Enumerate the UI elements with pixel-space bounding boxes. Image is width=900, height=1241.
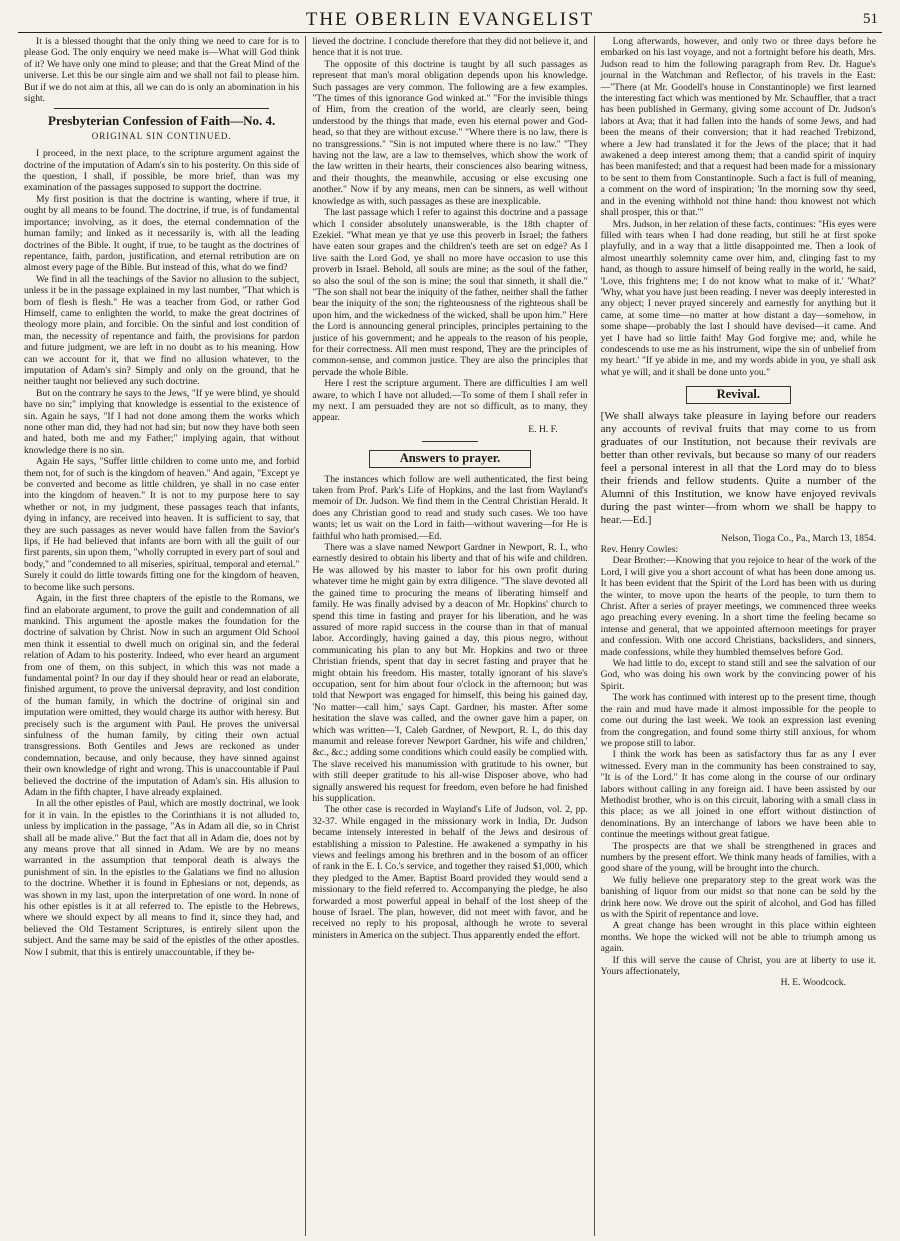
paragraph: I think the work has been as satisfactory thus far as any I ever witnessed. Every man in the community has been constrained to say, "It is of the Lord." It has come along in the course of our ordinary labors without calling in any foreign aid. I have been assisted by our Methodist brother, who is on this circuit, laboring with a small class in this place; as we all joined in one effort without distinction of denominations. By an interchange of labors we have been able to continue the meetings without great fatigue. (600, 749, 876, 841)
paragraph: The work has continued with interest up to the present time, though the rain and mud have made it almost impossible for the people to come out during the last week. We took an expression last evening from the congregation, and found some thirty still anxious, for whom we propose still to labor. (600, 692, 876, 749)
paragraph: In all the other epistles of Paul, which are mostly doctrinal, we look for it in vain. In the epistles to the Corinthians it is not alluded to, unless by implication in the passage, "As in Adam all die, so in Christ shall all be made alive." But the fact that all in Adam die, does not by any means prove that all sinned in Adam. We are by no means warranted in the assumption that temporal death is always the punishment of sin. In the epistles to the Galatians we find no allusion to the doctrine. Whether it is found in Ephesians or not, depends, as was shown in my last, upon the interpretation of one word. In none of his other epistles is it at all referred to. The epistle to the Hebrews, where we should expect by all means to find it, since they had, and believed the Old Testament Scriptures, is entirely silent upon the subject. And the same may be said of the epistles of the other apostles. Now I submit, that this is entirely unaccountable, if they be- (24, 798, 300, 958)
intro-section (24, 36, 299, 104)
paragraph: We find in all the teachings of the Savior no allusion to the subject, unless it be in the passage explained in my last number, "That which is born of flesh is flesh." He was a teacher from God, or rather God Himself, came to enlighten the world, to make the great doctrines of theology more plain, and forcible. On the sinful and lost condition of man, the necessity of repentance and faith, the provisions for pardon and future judgment, we are left in no doubt as to his meaning. How can we account for it, that we find no allusion whatever, to the imputation of Adam's sin? Simply and only on the ground, that he neither taught nor believed any such doctrine. (24, 273, 300, 388)
paragraph: I proceed, in the next place, to the scripture argument against the doctrine of the imputation of Adam's sin to his posterity. On this side of the question, I shall, if possible, be more brief, than was my examination of the passages supposed to support the doctrine. (24, 148, 300, 194)
paragraph: Here I rest the scripture argument. There are difficulties I am well aware, to which I have not alluded.—To some of them I shall refer in my next. I am persuaded they are not so difficult, as to many, they appear. (312, 378, 588, 424)
paragraph: But on the contrary he says to the Jews, "If ye were blind, ye should have no sin;" implying that knowledge is essential to the existence of sin. Again he says, "If I had not done among them the works which none other man did, they had not had sin; but now they have both seen and hated, both me and my Father;" implying again, that without knowledge there is no sin. (24, 387, 300, 456)
column-3 (595, 36, 882, 1236)
divider (54, 108, 269, 109)
newspaper-title: THE OBERLIN EVANGELIST (305, 9, 595, 30)
paragraph: Mrs. Judson, in her relation of these facts, continues: "His eyes were filled with tears when I had done reading, but still he at first spoke playfully, and in a way that a little disappointed me. Then a look of almost unearthly solemnity came over him, and, clinging fast to my hand, as though to assure himself of being really in the world, he said, 'Love, this frightens me; I do not know what to make of it.' 'What?' 'Why, what you have just been reading. I never was deeply interested in any object; I never prayed sincerely and earnestly for anything but it came, at some time—no matter at how distant a day—somehow, in some shape—probably the last I should have devised—it came. And yet I have had so little faith! May God forgive me; and, while he condescends to use me as his instrument, wipe the sin of unbelief from my heart.' "If ye abide in me, and my words abide in you, ye shall ask what ye will, and it shall be done unto you." (600, 218, 876, 378)
article-title-box (601, 386, 876, 403)
masthead (18, 6, 882, 33)
editor-note: [We shall always take pleasure in laying before our readers any accounts of revival fruits that may come to us from graduates of our Institution, not because their revivals are better than other revivals, but because so many of our readers feel a personal interest in all that the Lord may do to bless their friends and fellow students. Quite a number of the Alumni of this Institution, we know have enjoyed revivals during the past winter—from whom we shall be happy to hear.—Ed.] (600, 409, 876, 526)
article-title: Presbyterian Confession of Faith—No. 4. (48, 113, 276, 129)
paragraph: A great change has been wrought in this place within eighteen months. We hope the wicked will not be able to triumph among us again. (600, 920, 876, 955)
paragraph: The opposite of this doctrine is taught by all such passages as represent that man's moral obligation depends upon his knowledge. Such passages are very common. The following are a few examples. "The times of this ignorance God winked at." "For the invisible things of Him, from the creation of the world, are clearly seen, being understood by the things that made, even his eternal power and God-head, so that they are without excuse." "Where there is no law, there is no transgressions." "Sin is not imputed where there is no law." "They having not the law, are a law to themselves, which show the work of the law written in their hearts, their consciences also bearing witness, and their thoughts, the meanwhile, accusing or else excusing one another." Now if by any means, men can be sinners, as well without knowledge as with, such passages as these are inexplicable. (312, 58, 588, 207)
divider (422, 441, 477, 442)
paragraph: There was a slave named Newport Gardner in Newport, R. I., who earnestly desired to obtain his liberty and that of his wife and children. He was allowed by his master to labor for his own profit during whatever time he might gain by extra diligence. "The slave devoted all the gained time to procuring the means of liberating himself and family. He was finally advised by a deacon of Mr. Hopkins' church to spend this time in fasting and prayer for his liberation, and he was assured of more rapid success in the course than in that of manual labor. Accordingly, having gained a day, this pious negro, without communicating his plan to any but Mr. Hopkins and two or three Christian friends, spent that day in secret fasting and prayer that he might obtain his freedom. His master, totally ignorant of his slave's occupation, sent for him about four o'clock in the afternoon; but was told that Newport was engaged for himself, this being his gained day, 'No matter—call him,' says Capt. Gardner, his master. After some hesitation the slave was called, and the owner gave him a paper, on which was written—'I, Caleb Gardner, of Newport, R. I., do this day manumit and release forever Newport Gardner, his wife and children,' &c., &c.; adding some conditions which could easily be complied with. The slave received his manumission with gratitude to his owner, but with still deeper gratitude to his all-wise Disposer above, who had signally answered his request for freedom, even before he had finished his supplication. (312, 542, 588, 804)
paragraph: It is a blessed thought that the only thing we need to care for is to please God. The only enquiry we need make is—What will God think of it? We have only one mind to please; and that the Great Mind of the universe. Let this be our single aim and we shall not fail to please him. But if we do not aim at this, all we can do is only an abomination in his sight. (24, 36, 300, 105)
paragraph: Dear Brother:—Knowing that you rejoice to hear of the work of the Lord, I will give you a short account of what has been done among us. It has been evident that the Spirit of the Lord has been with us during the winter, to move upon the hearts of the people, to turn them to Christ. After a series of prayer meetings, we commenced three weeks ago preaching every evening. In a short time the feeling became so intense and general, that we appointed afternoon meetings for prayer and confession. With one accord Christians, backsliders, and sinners, made confessions, while they humbled themselves before God. (600, 555, 876, 658)
place-date: Nelson, Tioga Co., Pa., March 13, 1854. (721, 532, 876, 544)
column-1 (18, 36, 305, 1236)
paragraph: We had little to do, except to stand still and see the salvation of our God, who was doing his own work by the convincing power of his Spirit. (600, 658, 876, 692)
paragraph: The other case is recorded in Wayland's Life of Judson, vol. 2, pp. 32-37. While engaged in the missionary work in India, Dr. Judson became intensely interested in behalf of the Jews and desirous of establishing a mission to Palestine. He awakened a sympathy in his views and feelings among his brethren and in the bosom of an officer of rank in the E. I. Co.'s service, and together they raised $1,000, which they pledged to the Amer. Baptist Board provided they would send a missionary to the field referred to. Accompanying the pledge, he also forwarded a most powerful appeal in behalf of the lost sheep of the house of Israel. The plan, however, did not meet with favor, and he received no reply to his proposal, although he wrote to several ministers in America on the subject. Thus apparently ended the effort. (312, 804, 588, 941)
addressee: Rev. Henry Cowles: (600, 544, 679, 555)
article-title: Revival. (686, 386, 791, 403)
columns (18, 36, 882, 1236)
author-signature: E. H. F. (528, 423, 558, 435)
page-number: 51 (863, 11, 878, 27)
paragraph: Again, in the first three chapters of the epistle to the Romans, we find an elaborate argument, to prove the guilt and condemnation of all mankind. This argument the apostle makes the foundation for the doctrine of salvation by Christ. Now in such an argument Old School men think it essential to dwell much on original sin, and the federal relation of Adam to his posterity. Indeed, who ever heard an argument from one of them, on this subject, in which this was not made a fundamental point? In our day if they should hear or read an elaborate, finished argument, to prove the universal depravity, and lost condition of the human family, in which the doctrine of original sin and imputation were omitted, they would charge its author with heresy. But precisely such is the argument with Paul. He proves the universal sinfulness of the human family, by citing their own actual transgressions. Both Gentiles and Jews are reckoned as under condemnation, because, and only because, they have sinned against their own knowledge of right and wrong. This is unaccountable if Paul believed the doctrine of the imputation of Adam's sin. His allusion to Adam in the fifth chapter, I have already explained. (24, 593, 300, 798)
author-signature: H. E. Woodcock. (780, 977, 846, 989)
paragraph: The last passage which I refer to against this doctrine and a passage which I consider absolutely unanswerable, is the 18th chapter of Ezekiel. "What mean ye that ye use this proverb in Israel; the fathers have eaten sour grapes and the children's teeth are set on edge? As I live saith the Lord God, ye shall no more have occasion to use this proverb in Israel. Behold, all souls are mine; as the soul of the father, so also the soul of the son is mine; the soul that sinneth, it shall die." "The son shall not bear the iniquity of the father, neither shall the father bear the iniquity of the son; the righteousness of the righteous shall be upon him, and the wickedness of the wicked, shall be upon him." Here the Lord is announcing general principles, principles pertaining to the justice of his government; and he appeals to the reason of his people, for their correctness. All men must respond, They are the principles of common-sense, and common justice. They are also the principles that pervade the whole Bible. (312, 207, 588, 378)
article-title-box (312, 450, 587, 467)
paragraph: The prospects are that we shall be strengthened in graces and numbers by the present effort. We think many heads of families, with a good share of the young, will be brought into the church. (600, 840, 876, 875)
paragraph: My first position is that the doctrine is wanting, where if true, it ought by all means to be found. The doctrine, if true, is of fundamental importance; involving, as it does, the eternal condemnation of the human family; and linked as it necessarily is, with all the leading doctrines of the Bible. It ought, if true, to be taught as the doctrines of repentance, faith, pardon, justification, and eternal retribution are on almost every page of the Bible. But instead of this, what do we find? (24, 193, 300, 274)
paragraph: Again He says, "Suffer little children to come unto me, and forbid them not, for of such is the kingdom of heaven." And again, "Except ye be converted and become as little children, ye shall in no case enter into the kingdom of heaven." It is not to my purpose here to say whether or not, in my judgment, these passages teach that infants, dying in infancy, are received into heaven. It is sufficient to say, that they are such passages as never would have fallen from the Savior's lips, if He had believed that infants are born with all the guilt of our first parents, sin upon them, "wholly corrupted in every part of soul and body," and "condemned to all miseries, spiritual, temporal and eternal." Surely it could do little towards fitting one for the kingdom of heaven, to become like such persons. (24, 456, 300, 593)
column-2 (306, 36, 593, 1236)
paragraph: We fully believe one preparatory step to the great work was the banishing of liquor from our midst so that none can be sold by the drink here now. We drove out the spirit of alcohol, and God has filled us with the Spirit of repentance and love. (600, 874, 876, 920)
paragraph: lieved the doctrine. I conclude therefore that they did not believe it, and hence that it is not true. (312, 36, 588, 59)
article-subtitle: ORIGINAL SIN CONTINUED. (91, 130, 232, 141)
article-title: Answers to prayer. (369, 450, 532, 467)
paragraph: If this will serve the cause of Christ, you are at liberty to use it. Yours affectionately, (600, 954, 876, 978)
paragraph: The instances which follow are well authenticated, the first being taken from Prof. Park's Life of Hopkins, and the last from Wayland's memoir of Dr. Judson. We find them in the Central Christian Herald. It does any Christian good to read and study such cases. We too have wants; let us wait on the Lord in faith—without wavering—for He is faithful who hath promised.—Ed. (312, 473, 588, 542)
paragraph: Long afterwards, however, and only two or three days before he embarked on his last voyage, and not a fortnight before his death, Mrs. Judson read to him the following paragraph from Rev. Dr. Hague's journal in the Watchman and Reflector, of his travels in the East:—"There (at Mr. Goodell's house in Constantinople) we first learned the interesting fact which was mentioned by Mr. Schauffler, that a tract has been published in Germany, giving some account of Dr. Judson's labors at Ava; that it had fallen into the hands of some Jews, and had been the means of their conversion; that it had reached Trebizond, where a Jew had translated it for the Jews of the place; that it had awakened a deep interest among them; that a candid spirit of inquiry has been manifested; and that a request had been made for a missionary to be sent to them from Constantinople. Such a fact is full of meaning, a comment on the word of inspiration; 'In the morning sow thy seed, and in the evening withhold not thine hand: thou knowest not which shall prosper, this or that.'" (600, 36, 876, 219)
